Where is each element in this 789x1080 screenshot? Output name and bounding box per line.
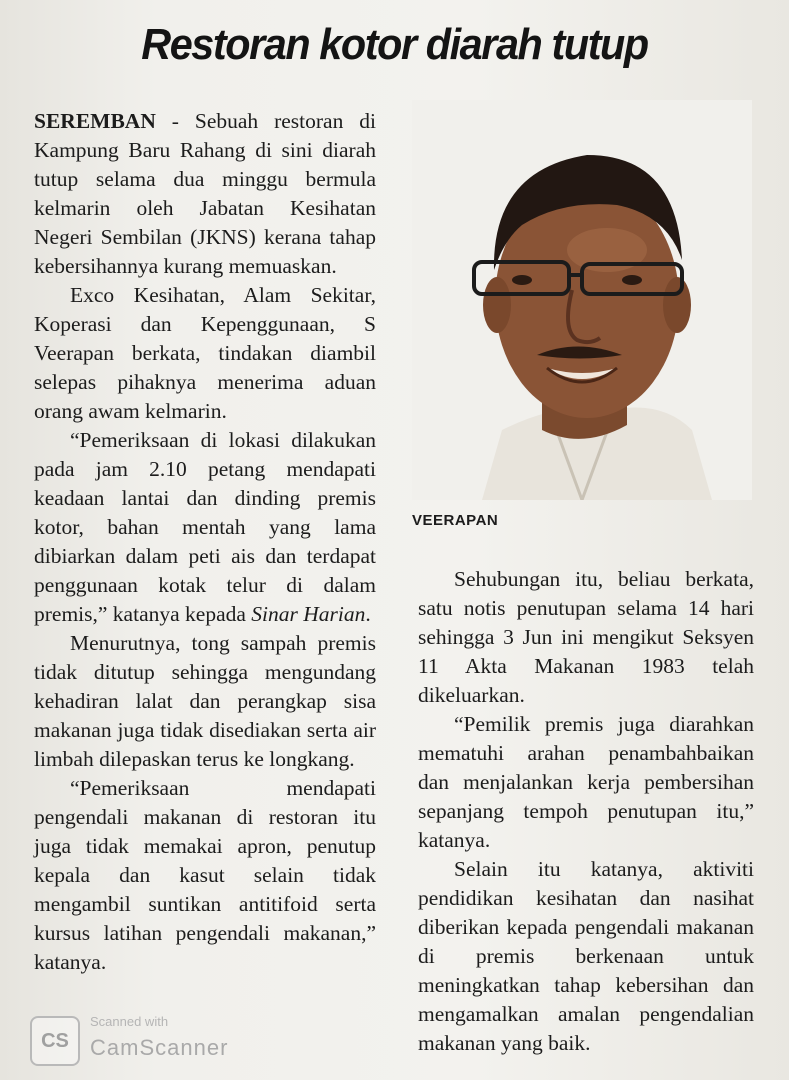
paragraph: Exco Kesihatan, Alam Sekitar, Koperasi dan Kepenggunaan, S Veerapan berkata, tindakan diambil selepas pihaknya menerima aduan orang awam kelmarin. [34, 283, 376, 423]
paragraph: “Pemeriksaan mendapati pengendali makanan di restoran itu juga tidak memakai apron, penutup kepala dan kasut selain tidak mengambil suntikan antitifoid serta kursus latihan pengendali makanan,” katanya. [34, 776, 376, 974]
paragraph [34, 426, 376, 629]
paragraph-text: “Pemeriksaan di lokasi dilakukan pada jam 2.10 petang mendapati keadaan lantai dan dinding premis kotor, bahan mentah yang lama dibiarkan dalam peti ais dan terdapat penggunaan kotak telur di dalam premis,” katanya kepada [34, 428, 376, 626]
paragraph: Menurutnya, tong sampah premis tidak ditutup sehingga mengundang kehadiran lalat dan perangkap sisa makanan juga tidak disediakan serta air limbah dilepaskan terus ke longkang. [34, 631, 376, 771]
paragraph-text: - Sebuah restoran di Kampung Baru Rahang di sini diarah tutup selama dua minggu bermula kelmarin oleh Jabatan Kesihatan Negeri Sembilan (JKNS) kerana tahap kebersihannya kurang memuaskan. [34, 109, 376, 278]
right-column [418, 565, 754, 1058]
paragraph: Sehubungan itu, beliau berkata, satu notis penutupan selama 14 hari sehingga 3 Jun ini mengikut Seksyen 11 Akta Makanan 1983 telah dikeluarkan. [418, 567, 754, 707]
photo-caption: VEERAPAN [412, 512, 499, 529]
watermark-caption: Scanned with [90, 1014, 169, 1029]
watermark-name: CamScanner [90, 1035, 229, 1060]
paragraph [34, 107, 376, 281]
source-name: Sinar Harian [251, 602, 366, 626]
headline: Restoran kotor diarah tutup [141, 20, 648, 69]
left-column [34, 107, 376, 977]
camscanner-logo: CS [30, 1016, 80, 1066]
portrait-photo [412, 100, 752, 500]
paragraph: Selain itu katanya, aktiviti pendidikan kesihatan dan nasihat diberikan kepada pengendali makanan di premis berkenaan untuk meningkatkan tahap kebersihan dan mengamalkan amalan pengendalian makanan yang baik. [418, 857, 754, 1055]
paragraph-end: . [365, 602, 371, 626]
portrait-image [412, 100, 752, 500]
dateline: SEREMBAN [34, 109, 156, 133]
paragraph: “Pemilik premis juga diarahkan mematuhi arahan penambahbaikan dan menjalankan kerja pembersihan sepanjang tempoh penutupan itu,” katanya. [418, 712, 754, 852]
